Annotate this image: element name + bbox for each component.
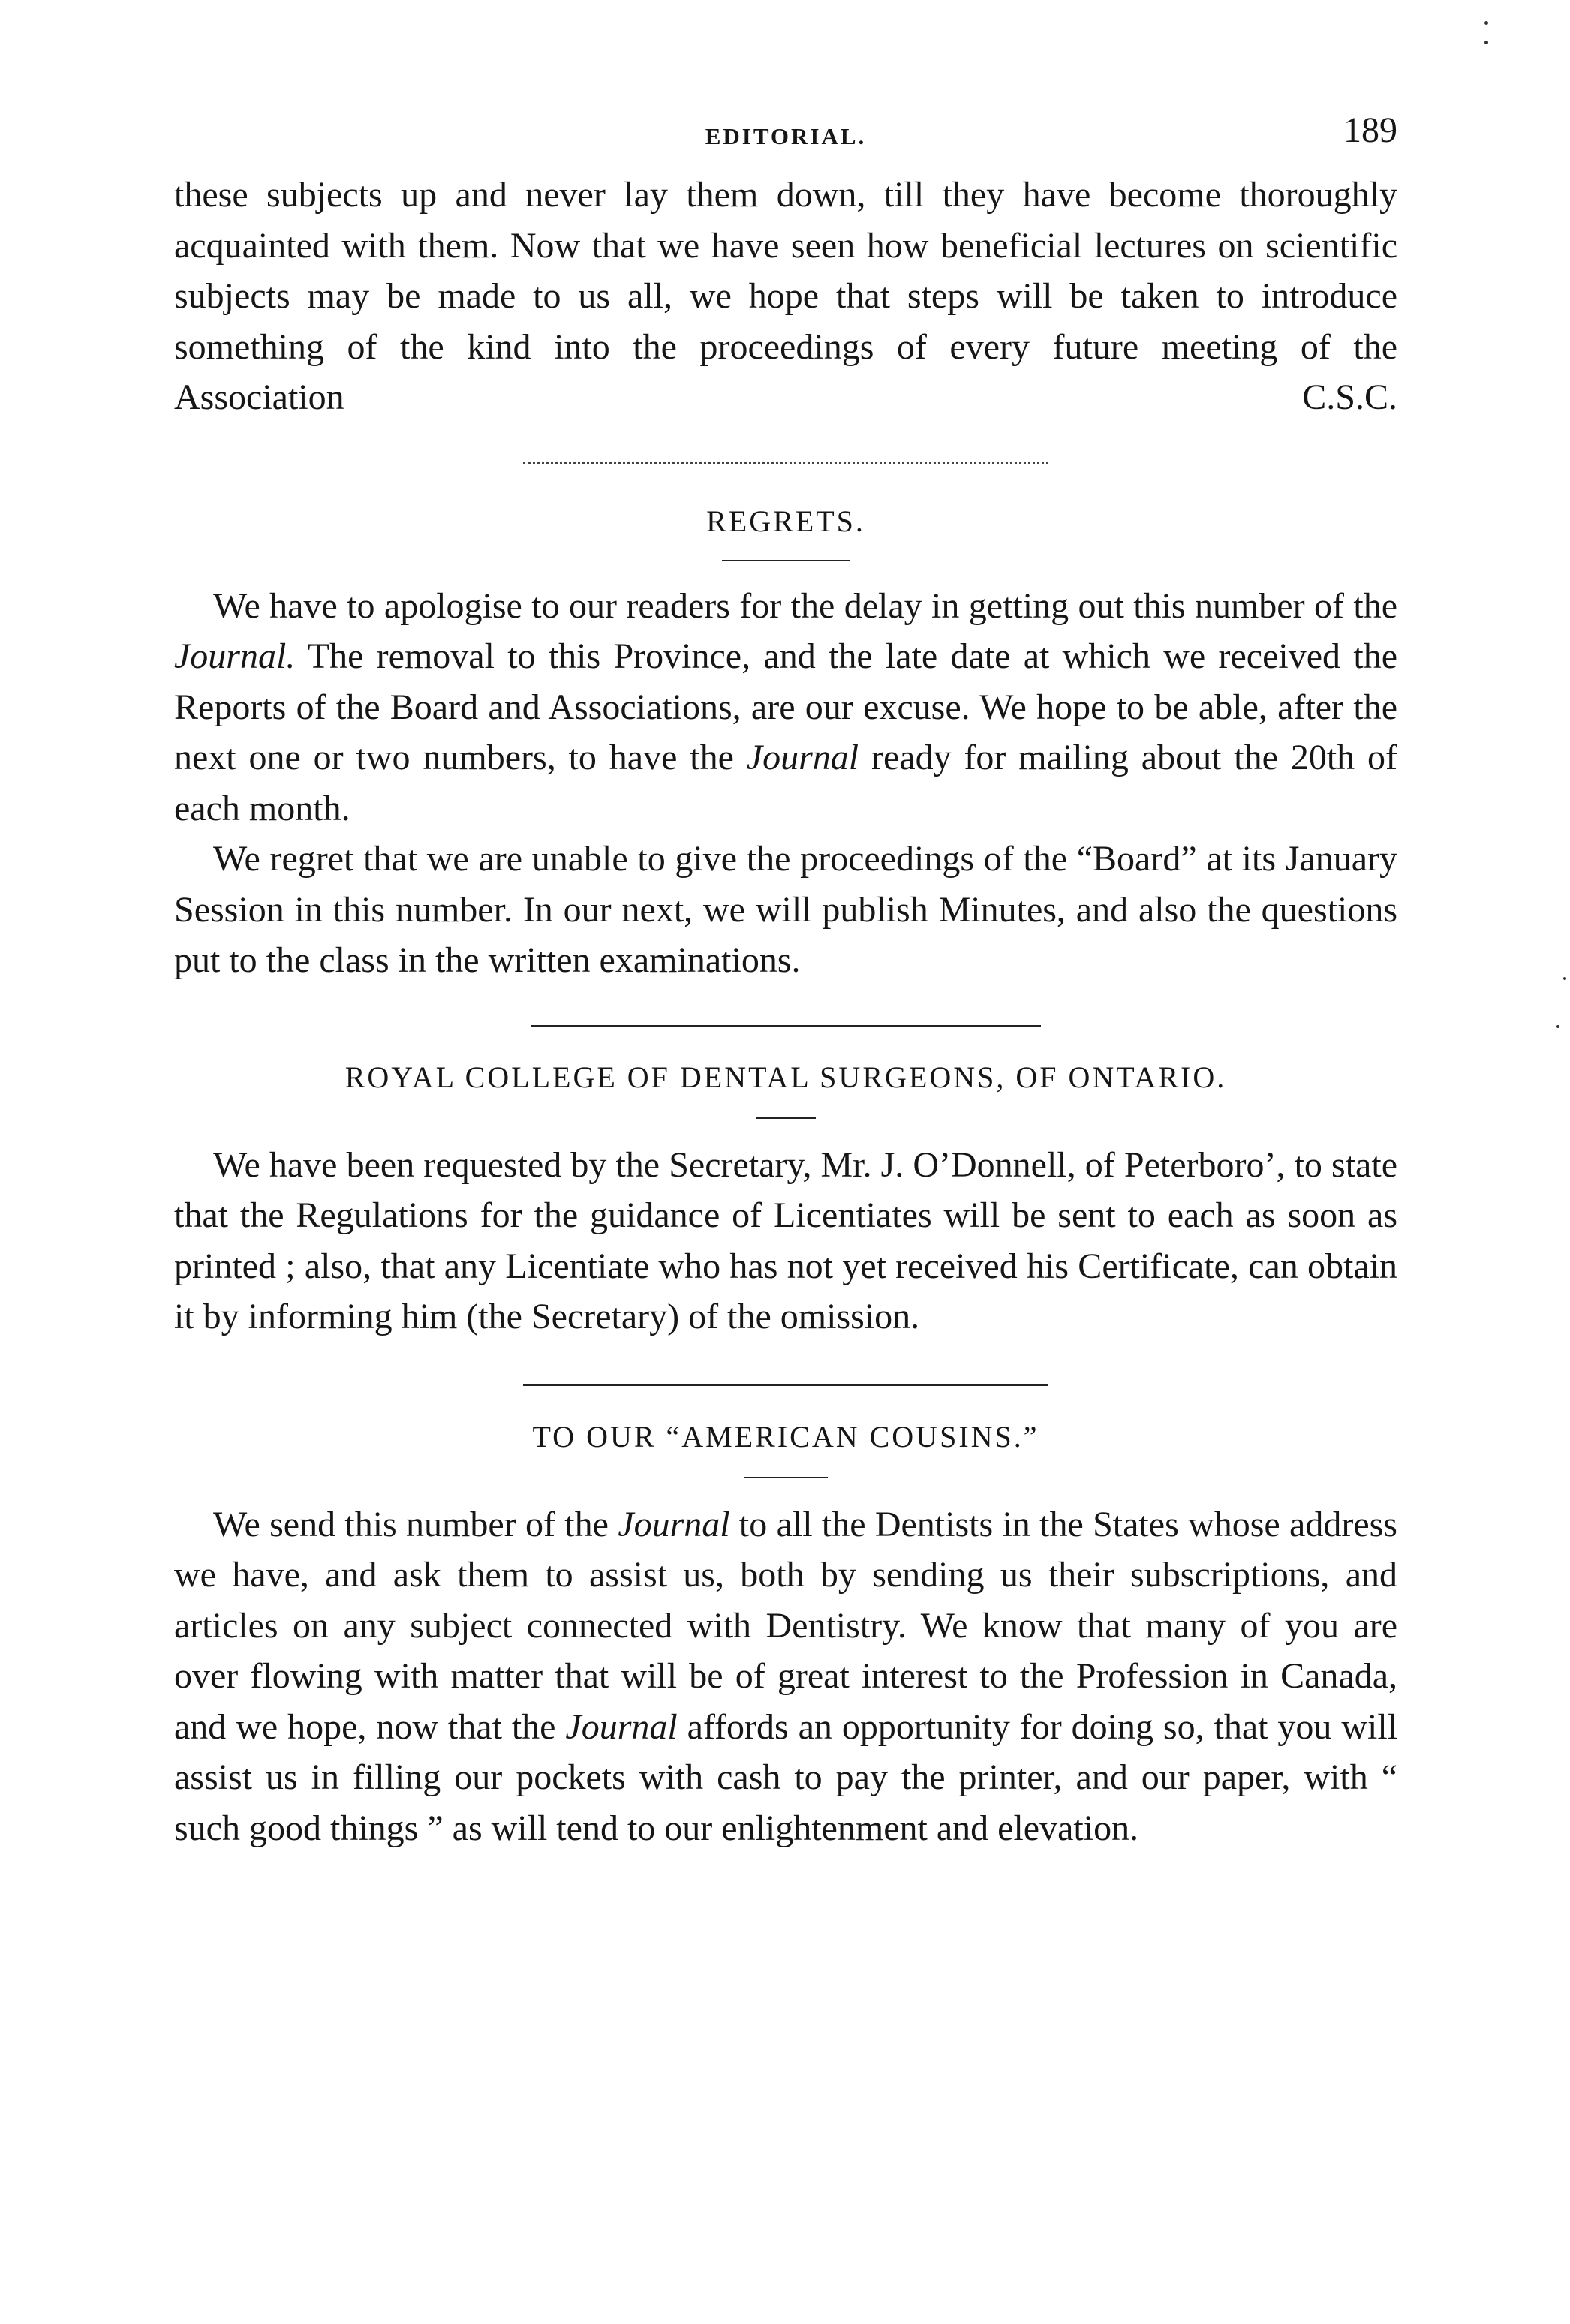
journal-title: Journal (746, 738, 859, 777)
running-head (174, 105, 1397, 165)
cousins-text-c: affords an opportunity for doing so, that you will assist us in filling our pockets with cash to pay the printer, and our paper, with “ such good things ” as will tend to our enlightenment and elevation. (174, 1706, 1398, 1848)
heading-underline (722, 560, 850, 561)
scan-speck (1484, 21, 1488, 25)
regrets-text-a: We have to apologise to our readers for the delay in getting out this number of the (213, 585, 1397, 626)
heading-underline (756, 1117, 816, 1119)
continuation-paragraph (174, 170, 1397, 423)
royal-college-paragraph: We have been requested by the Secretary, Mr. J. O’Donnell, of Peterboro’, to state that the Regulations for the guidance of Licentiates will be sent to each as soon as printed ; also, that any Licentiate who has not yet received his Certificate, can obtain it by informing him (the Secretary) of the omission. (174, 1144, 1397, 1336)
regrets-paragraph-2: We regret that we are unable to give the proceedings of the “Board” at its January Session in this number. In our next, we will publish Minutes, and also the questions put to the class in the written examinations. (174, 839, 1397, 980)
scan-speck (1484, 41, 1488, 44)
section-divider (523, 1384, 1048, 1386)
author-signature: C.S.C. (1302, 377, 1397, 417)
journal-title: Journal (565, 1706, 678, 1747)
regrets-paragraph-1 (174, 581, 1397, 834)
cousins-text-b: to all the Dentists in the States whose address we have, and ask them to assist us, both by sending us their subscriptions, and articles on any subject connected with Dentistry. We know that many of you are over flowing with matter that will be of great interest to the Profession in Canada, and we hope, now that the (174, 1504, 1397, 1747)
section-heading-american-cousins: TO OUR “AMERICAN COUSINS.” (532, 1419, 1039, 1454)
journal-title: Journal. (174, 636, 296, 676)
continuation-text: these subjects up and never lay them down, till they have become thoroughly acquainted with them. Now that we have seen how beneficial lectures on scientific subjects may be made to us all, we hope that steps will be taken to introduce something of the kind into the proceedings of every future meeting of the Association (174, 175, 1397, 417)
section-heading-royal-college: ROYAL COLLEGE OF DENTAL SURGEONS, OF ONTARIO. (344, 1060, 1227, 1094)
regrets-text-c: ready for mailing about the 20th of each month. (174, 738, 1398, 828)
scan-speck (1563, 977, 1566, 980)
journal-page (174, 105, 1397, 1853)
american-cousins-paragraph (174, 1499, 1397, 1854)
section-divider (531, 1025, 1041, 1027)
regrets-text-b: The removal to this Province, and the late date at which we received the Reports of the Board and Associations, are our excuse. We hope to be able, after the next one or two numbers, to have the (174, 636, 1397, 777)
section-divider (523, 462, 1048, 464)
cousins-text-a: We send this number of the (213, 1504, 618, 1544)
section-heading-regrets: REGRETS. (706, 504, 865, 538)
heading-underline (744, 1477, 828, 1478)
journal-title: Journal (618, 1504, 730, 1544)
running-title: EDITORIAL. (705, 123, 867, 149)
page-number: 189 (1343, 110, 1397, 150)
scan-speck (1556, 1025, 1559, 1028)
